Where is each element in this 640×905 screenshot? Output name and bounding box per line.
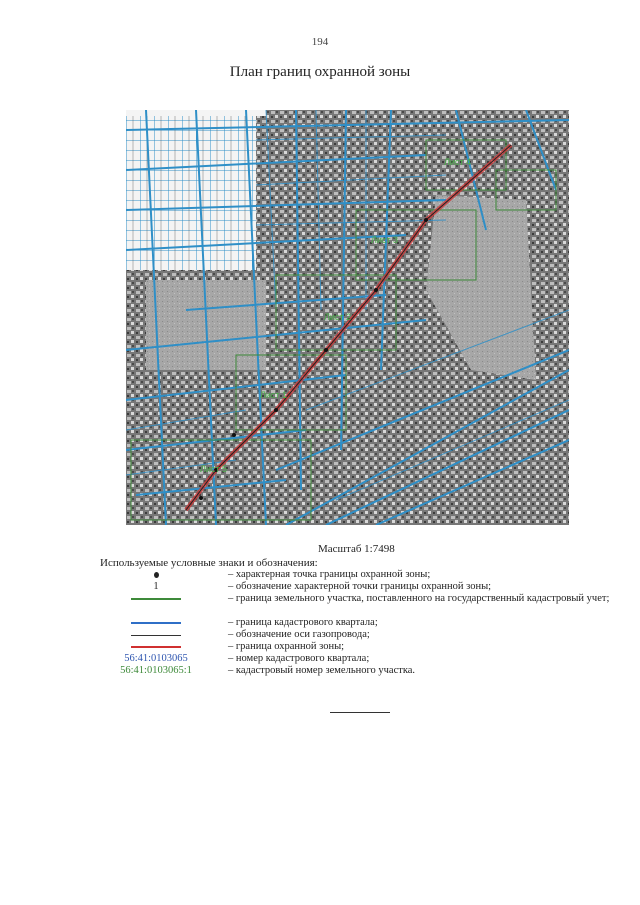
black-line-symbol (131, 635, 181, 636)
legend-text: – обозначение характерной точки границы охранной зоны; (228, 581, 492, 592)
legend-text: – граница кадастрового квартала; (228, 617, 378, 628)
black-dot-icon (154, 572, 159, 578)
cadastral-map (126, 110, 569, 525)
blue-line-symbol (131, 622, 181, 624)
legend-text: – характерная точка границы охранной зоны; (228, 569, 431, 580)
sheet-label: Лист 3 (371, 235, 399, 245)
legend-text: – кадастровый номер земельного участка. (228, 665, 416, 676)
legend-item (100, 629, 620, 641)
legend-heading: Используемые условные знаки и обозначения: (100, 557, 318, 569)
map-canvas (126, 110, 569, 525)
legend-text: – номер кадастрового квартала; (228, 653, 370, 664)
green-line-symbol (131, 598, 181, 600)
legend-item (100, 653, 620, 665)
legend-symbol-text: 56:41:0103065:1 (120, 665, 192, 676)
footer-rule (330, 712, 390, 713)
sheet-label: Лист 2 (324, 312, 352, 322)
legend-item (100, 581, 620, 593)
sheet-label: Лист 1 (260, 390, 288, 400)
legend-text: – обозначение оси газопровода; (228, 629, 370, 640)
red-line-symbol (131, 646, 181, 648)
map-scale: Масштаб 1:7498 (318, 543, 395, 555)
legend (100, 569, 620, 677)
sheet-label: Лист 4 (444, 157, 472, 167)
legend-item (100, 617, 620, 629)
legend-text: – граница земельного участка, поставленного на государственный кадастровый учет; (228, 593, 610, 604)
sheet-label: Лист 5 (200, 464, 228, 474)
legend-symbol-text: 56:41:0103065 (124, 653, 188, 664)
page-title: План границ охранной зоны (229, 64, 411, 80)
legend-symbol-text: 1 (153, 581, 159, 592)
legend-item (100, 569, 620, 581)
legend-text: – граница охранной зоны; (228, 641, 345, 652)
legend-item (100, 641, 620, 653)
legend-item (100, 665, 620, 677)
legend-item (100, 593, 620, 617)
page-number: 194 (311, 36, 329, 48)
